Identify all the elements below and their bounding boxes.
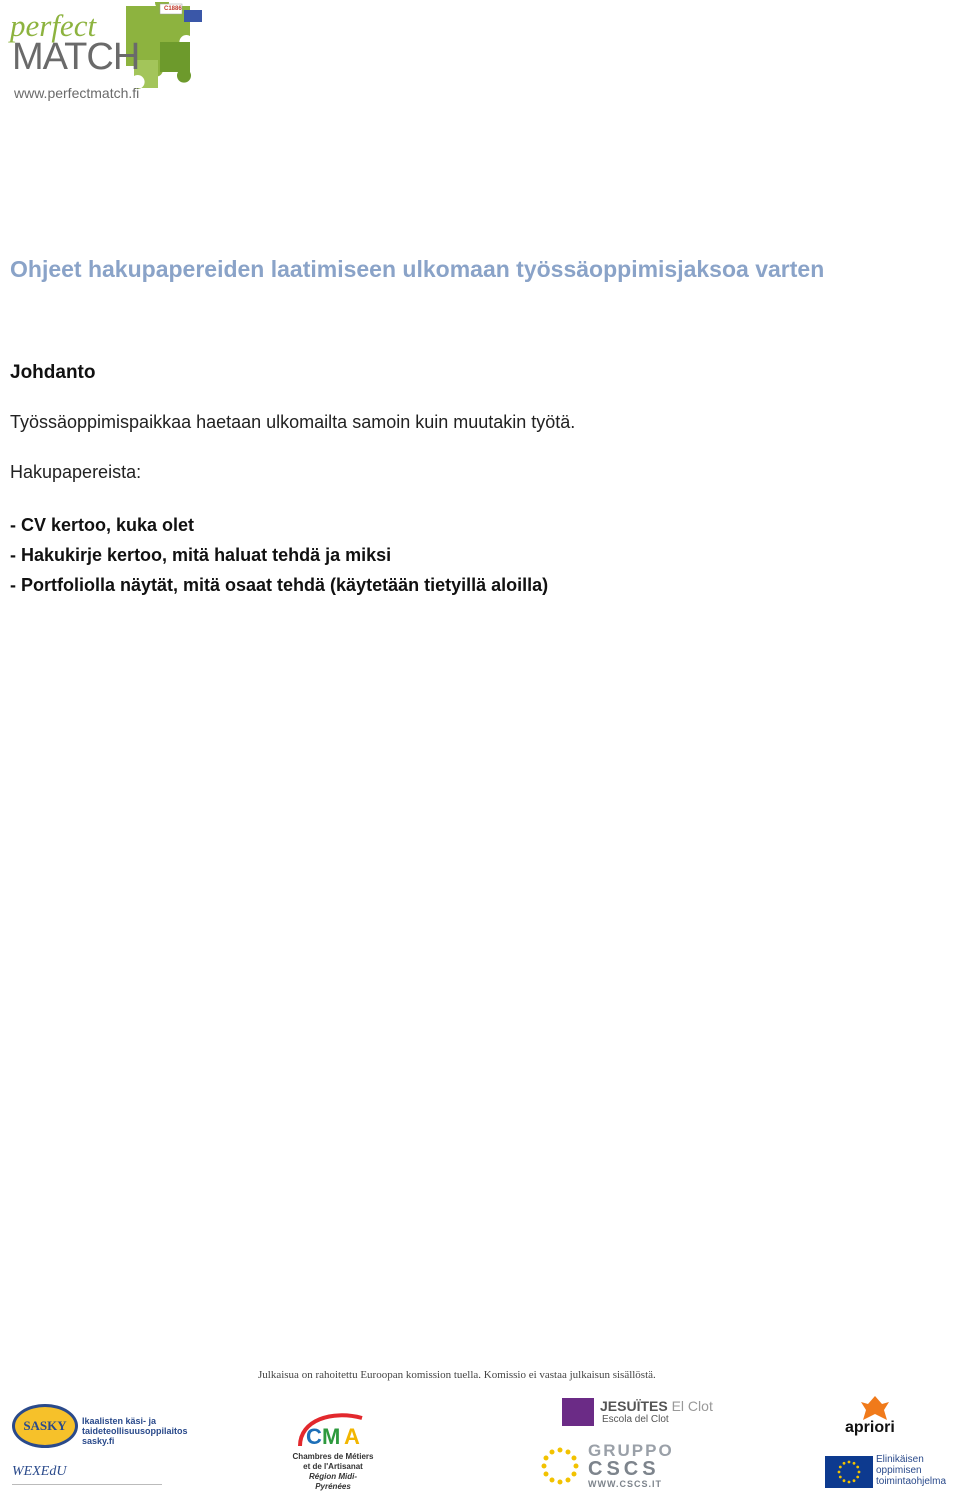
- sasky-logo-text: SASKY: [23, 1418, 67, 1433]
- funding-disclaimer: Julkaisua on rahoitettu Euroopan komission tuella. Komissio ei vastaa julkaisun sisällöstä.: [258, 1369, 656, 1381]
- jesuites-subtitle: Escola del Clot: [602, 1414, 669, 1425]
- eu-flag-stars: [825, 1456, 873, 1488]
- application-documents-list: [10, 510, 548, 600]
- cma-caption-line: Région Midi-Pyrénées: [309, 1472, 357, 1491]
- cscs-gruppo: GRUPPO: [588, 1441, 674, 1460]
- list-heading: Hakupapereista:: [10, 462, 142, 482]
- sasky-logo: [12, 1404, 78, 1448]
- cma-logo-icon: [296, 1410, 366, 1450]
- eu-flag-icon: [825, 1456, 873, 1488]
- wexedu-logo: WEXEdU: [12, 1464, 67, 1479]
- eu-caption-line: oppimisen: [876, 1465, 922, 1476]
- cma-caption-line: Chambres de Métiers: [292, 1452, 374, 1461]
- apriori-name: apriori: [845, 1419, 895, 1436]
- logo-match-word: MATCH: [12, 36, 140, 78]
- jesuites-name-main: JESUÏTES: [600, 1398, 668, 1414]
- cscs-url: WWW.CSCS.IT: [588, 1479, 662, 1489]
- svg-text:A: A: [344, 1424, 360, 1449]
- logo-url: www.perfectmatch.fi: [14, 85, 140, 101]
- logo-badge: C1886: [164, 6, 182, 12]
- apriori-logo-icon: [860, 1394, 890, 1422]
- sasky-caption-line: sasky.fi: [82, 1436, 115, 1446]
- cscs-name: CSCS: [588, 1458, 660, 1480]
- jesuites-name-suffix: El Clot: [671, 1398, 713, 1414]
- svg-text:M: M: [322, 1424, 341, 1449]
- sasky-caption: [82, 1416, 188, 1446]
- sasky-caption-line: taideteollisuusoppilaitos: [82, 1426, 188, 1436]
- section-heading: Johdanto: [10, 362, 96, 383]
- eu-caption-line: Elinikäisen: [876, 1454, 924, 1465]
- eu-caption-line: toimintaohjelma: [876, 1476, 947, 1487]
- list-item: - Hakukirje kertoo, mitä haluat tehdä ja miksi: [10, 545, 392, 565]
- eu-stars-icon: [540, 1446, 580, 1486]
- svg-text:C: C: [306, 1424, 322, 1449]
- cma-caption: [292, 1452, 374, 1492]
- list-item: - CV kertoo, kuka olet: [10, 515, 195, 535]
- logo-perfect-word: perfect: [10, 8, 97, 43]
- list-item: - Portfoliolla näytät, mitä osaat tehdä (käytetään tietyillä aloilla): [10, 575, 549, 595]
- jesuites-logo-icon: [562, 1398, 594, 1426]
- sasky-caption-line: Ikaalisten käsi- ja: [82, 1416, 157, 1426]
- jesuites-name: [600, 1398, 713, 1414]
- intro-paragraph: Työssäoppimispaikkaa haetaan ulkomailta samoin kuin muutakin työtä.: [10, 412, 576, 432]
- eu-program-caption: [876, 1454, 946, 1487]
- footer-divider: [12, 1484, 162, 1485]
- cma-caption-line: et de l'Artisanat: [303, 1462, 363, 1471]
- perfect-match-logo: [8, 2, 203, 106]
- document-title: Ohjeet hakupapereiden laatimiseen ulkomaan työssäoppimisjaksoa varten: [10, 256, 825, 282]
